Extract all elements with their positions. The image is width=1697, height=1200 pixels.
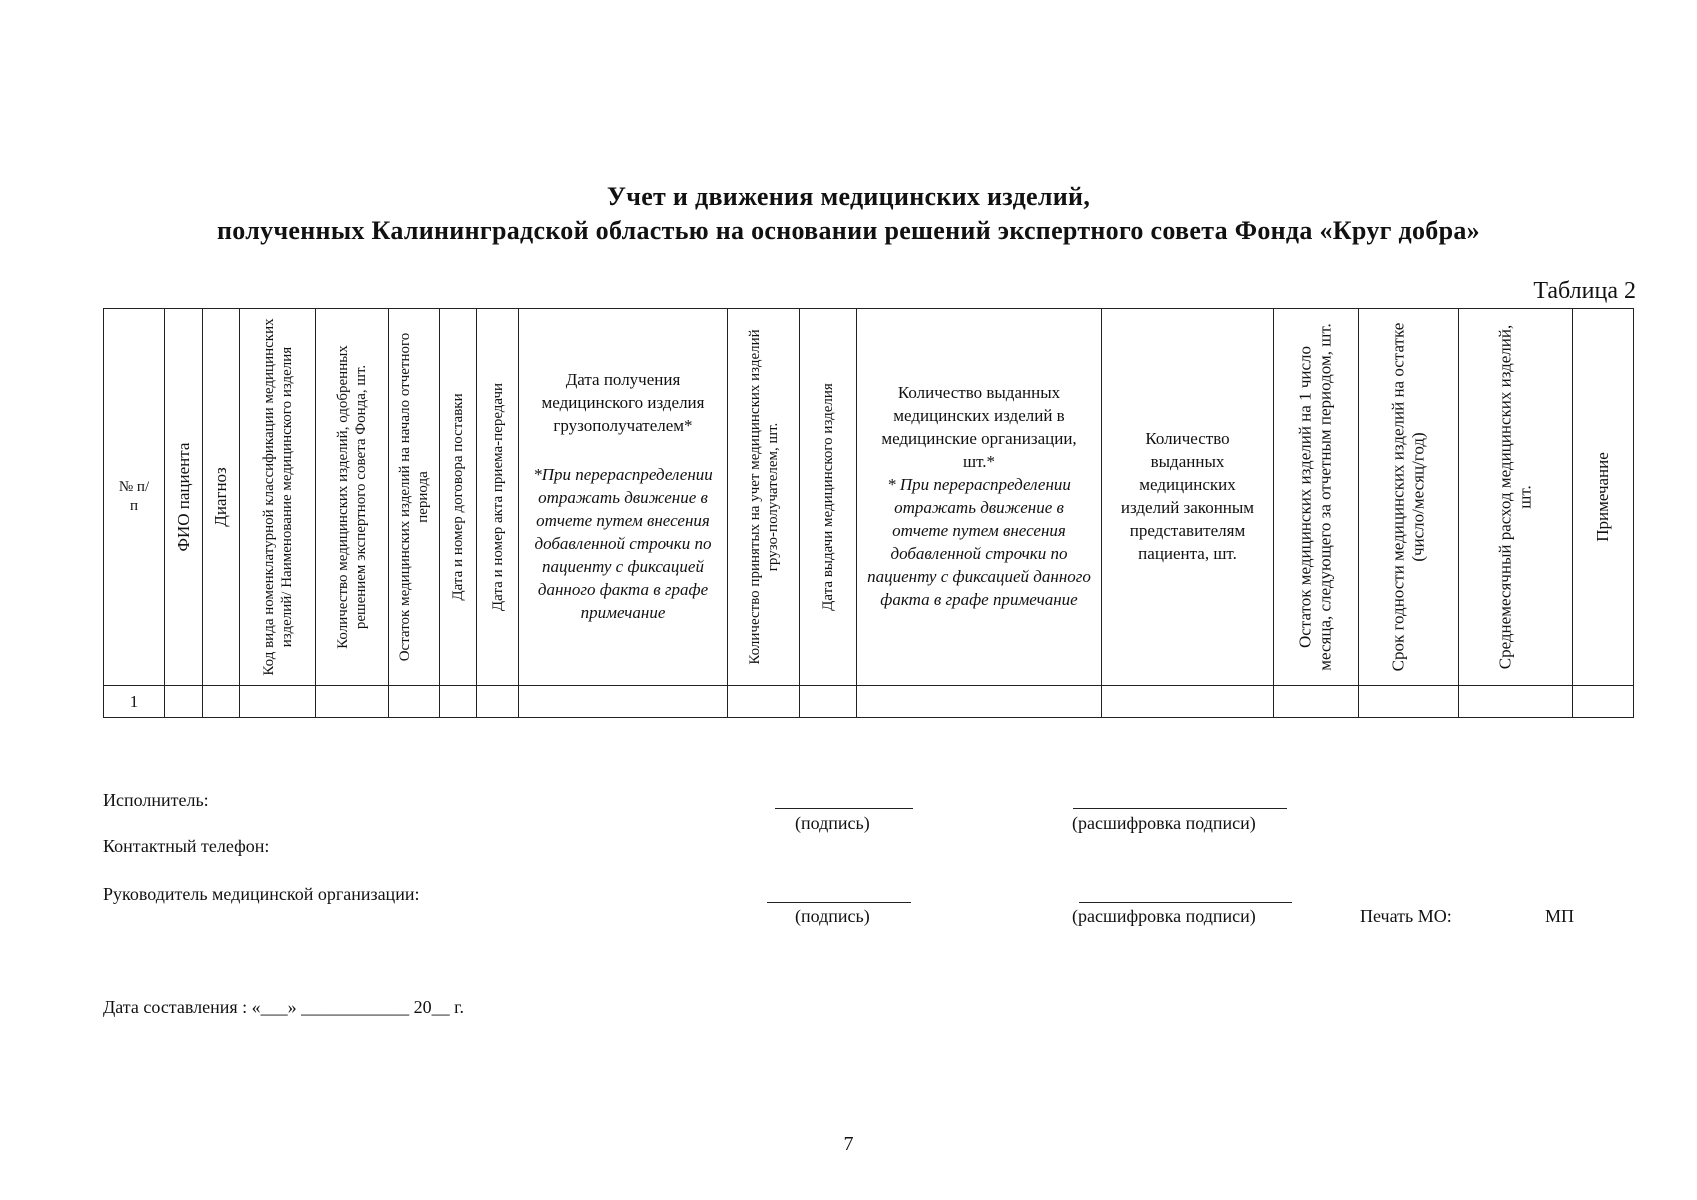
table-cell[interactable] (1459, 686, 1573, 718)
header-cell-closing-balance: Остаток медицинских изделий на 1 число месяца, следующего за отчетным периодом, шт. (1274, 309, 1359, 686)
table-cell[interactable] (728, 686, 800, 718)
issued-orgs-note: * При перераспределении отражать движение в отчете путем внесения добавленной строчки по пациенту с фиксацией данного факта в графе примечание (867, 475, 1091, 609)
compilation-date-label: Дата составления : «___» ____________ 20__ г. (103, 997, 465, 1017)
executor-label: Исполнитель: (103, 790, 209, 810)
head-decoding-line (1079, 902, 1292, 903)
header-cell-issued-to-orgs (857, 309, 1102, 686)
table-cell[interactable] (477, 686, 519, 718)
header-cell-receipt-date (519, 309, 728, 686)
table-cell[interactable] (1102, 686, 1274, 718)
table-cell[interactable] (519, 686, 728, 718)
issued-orgs-title: Количество выданных медицинских изделий в медицинские организации, шт.* (881, 383, 1077, 472)
receipt-date-note: *При перераспределении отражать движение в отчете путем внесения добавленной строчки по пациенту с фиксацией данного факта в графе примечание (533, 465, 713, 622)
table-cell[interactable] (165, 686, 203, 718)
table-cell[interactable] (316, 686, 389, 718)
header-cell-transfer-act: Дата и номер акта приема-передачи (477, 309, 519, 686)
head-signature-caption: (подпись) (795, 906, 870, 926)
header-cell-accepted-qty: Количество принятых на учет медицинских изделий грузо-получателем, шт. (728, 309, 800, 686)
table-cell[interactable] (440, 686, 477, 718)
header-cell-contract: Дата и номер договора поставки (440, 309, 477, 686)
receipt-date-title: Дата получения медицинского изделия грузополучателем* (541, 370, 705, 436)
document-title-line-2: полученных Калининградской областью на основании решений экспертного совета Фонда «Круг добра» (217, 216, 1480, 245)
executor-signature-line (775, 808, 913, 809)
table-cell[interactable] (1359, 686, 1459, 718)
executor-decoding-line (1073, 808, 1287, 809)
executor-decoding-caption: (расшифровка подписи) (1072, 813, 1256, 833)
table-cell[interactable] (389, 686, 440, 718)
header-cell-expiry: Срок годности медицинских изделий на остатке (число/месяц/год) (1359, 309, 1459, 686)
header-cell-patient-name: ФИО пациента (165, 309, 203, 686)
head-decoding-caption: (расшифровка подписи) (1072, 906, 1256, 926)
header-cell-issued-to-representatives: Количество выданных медицинских изделий законным представителям пациента, шт. (1102, 309, 1274, 686)
header-cell-notes: Примечание (1573, 309, 1634, 686)
table-cell[interactable] (800, 686, 857, 718)
table-header-row (104, 309, 1634, 686)
page-number: 7 (843, 1133, 854, 1155)
table-cell[interactable] (240, 686, 316, 718)
document-title-line-1: Учет и движения медицинских изделий, (606, 182, 1091, 211)
header-cell-opening-balance: Остаток медицинских изделий на начало отчетного периода (389, 309, 440, 686)
header-cell-avg-consumption: Среднемесячный расход медицинских изделий, шт. (1459, 309, 1573, 686)
phone-label: Контактный телефон: (103, 836, 270, 856)
executor-signature-caption: (подпись) (795, 813, 870, 833)
header-cell-number: № п/п (104, 309, 165, 686)
head-label: Руководитель медицинской организации: (103, 884, 420, 904)
table-cell[interactable] (203, 686, 240, 718)
stamp-label: Печать МО: (1360, 906, 1452, 926)
header-cell-device-code: Код вида номенклатурной классификации медицинских изделий/ Наименование медицинского изделия (240, 309, 316, 686)
stamp-mark: МП (1545, 906, 1575, 926)
header-cell-diagnosis: Диагноз (203, 309, 240, 686)
header-cell-approved-qty: Количество медицинских изделий, одобренных решением экспертного совета Фонда, шт. (316, 309, 389, 686)
table-row (104, 686, 1634, 718)
row-number-cell: 1 (104, 686, 165, 718)
table-cell[interactable] (857, 686, 1102, 718)
accounting-table (103, 308, 1634, 718)
table-cell[interactable] (1573, 686, 1634, 718)
header-cell-issue-date: Дата выдачи медицинского изделия (800, 309, 857, 686)
head-signature-line (767, 902, 911, 903)
table-cell[interactable] (1274, 686, 1359, 718)
table-number: Таблица 2 (1533, 278, 1636, 304)
